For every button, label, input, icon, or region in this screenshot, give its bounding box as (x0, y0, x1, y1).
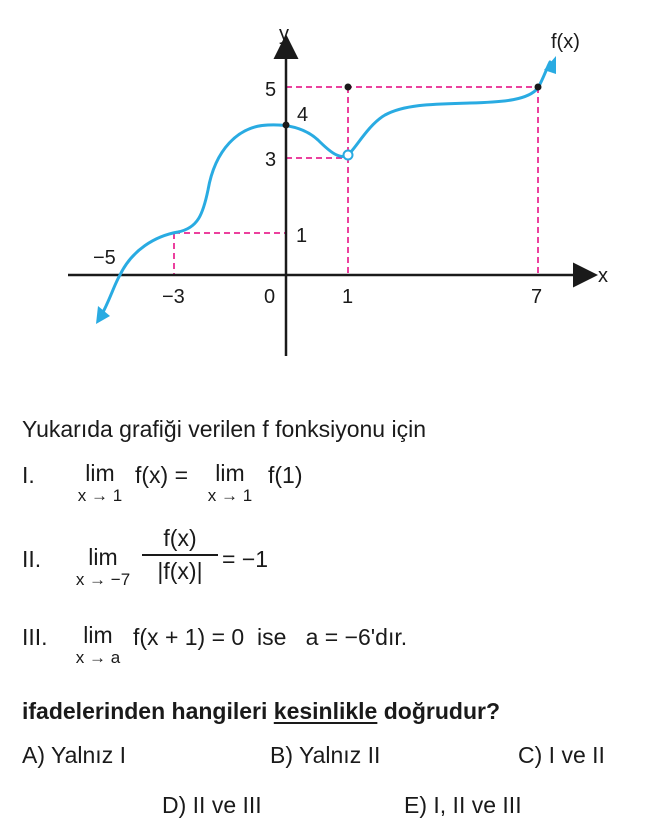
option-d[interactable]: D) II ve III (162, 792, 262, 818)
statement-3-limit (68, 622, 128, 668)
question-prompt (22, 698, 500, 725)
tick-y1: 1 (296, 225, 308, 247)
statement-3-number: III. (22, 624, 48, 650)
lim-sub: x → 1 (207, 486, 253, 505)
axis-label-y: y (279, 23, 289, 45)
statement-2-rhs: = −1 (222, 546, 269, 572)
point-filled-7-5 (535, 84, 542, 91)
statement-3-expr: f(x + 1) = 0 ise a = −6'dır. (133, 624, 408, 650)
question-intro: Yukarıda grafiği verilen f fonksiyonu için (22, 416, 426, 442)
statement-1-limit-b (198, 460, 262, 506)
option-e[interactable]: E) I, II ve III (404, 792, 522, 818)
prompt-key: kesinlikle (273, 698, 378, 724)
statement-2-limit (66, 544, 140, 590)
lim-sub: x → 1 (77, 486, 123, 505)
lim-sub: x → −7 (75, 570, 131, 589)
point-open-1-3 (344, 151, 353, 160)
statement-1-expr-left: f(x) = (135, 462, 189, 488)
tick-x0: 0 (264, 286, 276, 308)
fraction-bar (142, 554, 218, 556)
lim-word: lim (83, 622, 113, 648)
tick-xm5: −5 (93, 247, 116, 269)
guide-lines (174, 87, 538, 275)
option-c[interactable]: C) I ve II (518, 742, 605, 768)
lim-word: lim (88, 544, 118, 570)
tick-x1: 1 (342, 286, 354, 308)
prompt-pre: ifadelerinden hangileri (22, 698, 268, 724)
curve-arrow-left (96, 306, 110, 324)
function-curve (100, 62, 550, 318)
statement-1-expr-right: f(1) (268, 462, 303, 488)
lim-word: lim (215, 460, 245, 486)
prompt-post: doğrudur? (383, 698, 500, 724)
statement-1-number: I. (22, 462, 35, 488)
option-b[interactable]: B) Yalnız II (270, 742, 381, 768)
statement-1-limit-a (68, 460, 132, 506)
lim-sub: x → a (75, 648, 121, 667)
option-a[interactable]: A) Yalnız I (22, 742, 126, 768)
point-filled-0-4 (283, 122, 290, 129)
tick-y3: 3 (265, 149, 277, 171)
lim-word: lim (85, 460, 115, 486)
fraction-denominator: |f(x)| (157, 557, 203, 584)
point-filled-1-5 (345, 84, 352, 91)
tick-y4: 4 (297, 104, 309, 126)
axis-label-x: x (598, 265, 608, 287)
function-graph (0, 0, 654, 395)
tick-y5: 5 (265, 79, 277, 101)
func-label: f(x) (551, 31, 580, 53)
statement-2-number: II. (22, 546, 42, 572)
tick-x7: 7 (531, 286, 543, 308)
fraction-numerator: f(x) (163, 525, 197, 551)
statement-2-fraction (142, 524, 218, 584)
tick-xm3: −3 (162, 286, 185, 308)
